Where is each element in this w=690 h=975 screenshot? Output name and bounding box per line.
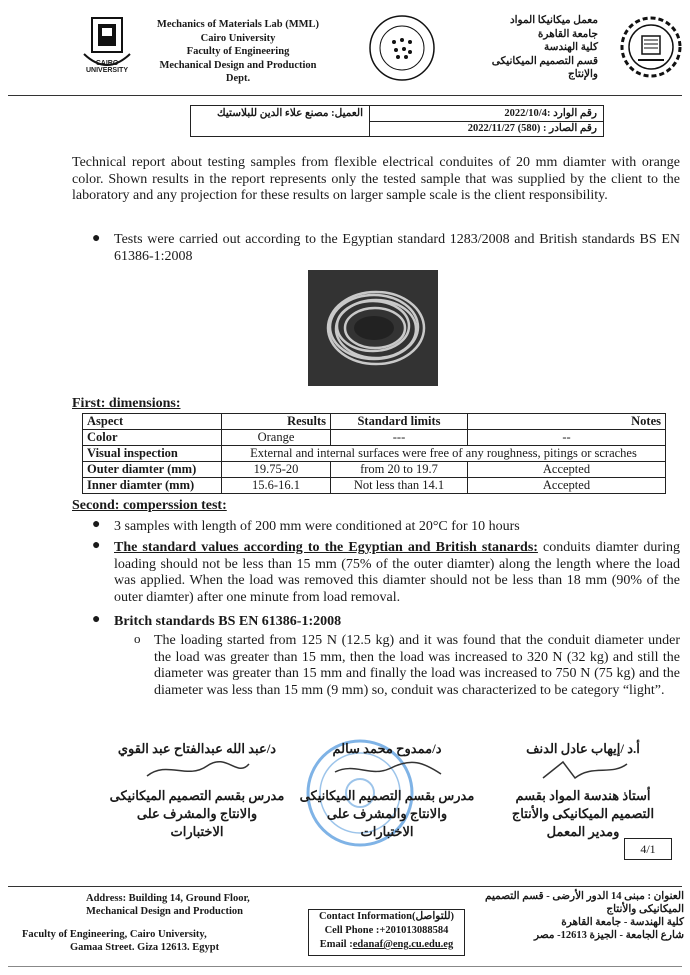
bottom-divider	[8, 966, 682, 967]
outgoing-number: رقم الصادر : (580) 2022/11/27	[467, 123, 597, 134]
limits-cell: from 20 to 19.7	[331, 462, 468, 478]
footer-divider	[8, 886, 682, 887]
aspect-cell: Outer diamter (mm)	[83, 462, 222, 478]
dimensions-heading: First: dimensions:	[72, 396, 181, 411]
signer-title: مدرس بقسم التصميم الميكانيكى	[299, 788, 475, 803]
table-header: Results	[222, 414, 331, 430]
contact-box	[308, 909, 465, 956]
incoming-number: رقم الوارد :2022/10/4	[504, 108, 597, 119]
contact-title: Contact Information(للتواصل)	[318, 911, 455, 922]
signer-name: أ.د /إيهاب عادل الدنف	[526, 741, 640, 756]
address-line: Faculty of Engineering, Cairo University,	[22, 929, 207, 940]
signer-title: التصميم الميكانيكى والأنتاج	[511, 806, 655, 821]
signer-title: ومدير المعمل	[546, 824, 620, 839]
page-number: 4/1	[624, 838, 672, 860]
conditioning-bullet: 3 samples with length of 200 mm were conditioned at 20°C for 10 hours	[114, 519, 520, 534]
loading-result-text: The loading started from 125 N (12.5 kg) and it was found that the conduit diameter under the load was greater than 15 mm, then the load was increased to 320 N (32 kg) and still the diameter was greater than 15 mm and finally the load was increased to 750 N (75 kg) and the diameter was less than 15 mm (9 mm) so, conduit was characterized to be category “light”.	[154, 633, 680, 698]
contact-email	[309, 938, 464, 952]
result-cell: Orange	[222, 430, 331, 446]
logo-left-text: CAIRO UNIVERSITY	[85, 60, 128, 74]
standard-values-bullet	[114, 540, 680, 606]
header-divider	[8, 95, 682, 96]
header-en-line: Mechanics of Materials Lab (MML)	[156, 19, 320, 30]
aspect-cell: Visual inspection	[83, 446, 222, 462]
circle-bullet-icon: o	[134, 631, 141, 646]
standards-bullet: Tests were carried out according to the Egyptian standard 1283/2008 and British standards BS EN 61386-1:2008	[114, 232, 680, 264]
mml-lab-seal-icon	[368, 14, 436, 82]
signature-right	[488, 740, 678, 841]
header-arabic	[448, 14, 598, 82]
standard-values-title: The standard values according to the Egyptian and British stanards:	[114, 540, 538, 555]
table-header: Notes	[468, 414, 666, 430]
email-label: Email :	[319, 939, 353, 950]
limits-cell: Not less than 14.1	[331, 478, 468, 494]
bullet-icon: ●	[92, 231, 101, 246]
header-en-line: Dept.	[225, 73, 251, 84]
header-ar-line: كلية الهندسة	[544, 42, 598, 53]
header-en-line: Faculty of Engineering	[186, 46, 290, 57]
arabic-address	[484, 890, 684, 942]
merged-result-cell: External and internal surfaces were free of any roughness, pitings or scraches	[222, 446, 666, 462]
table-row	[83, 478, 666, 494]
dimensions-table	[82, 413, 666, 494]
result-cell: 15.6-16.1	[222, 478, 331, 494]
limits-cell: ---	[331, 430, 468, 446]
signer-title: والانتاج والمشرف على	[326, 806, 448, 821]
signature-left	[92, 740, 302, 841]
notes-cell: --	[468, 430, 666, 446]
signer-name: د/عبد الله عبدالفتاح عبد القوي	[117, 741, 277, 756]
header-ar-line: والإنتاج	[567, 69, 598, 80]
bullet-icon: ●	[92, 612, 101, 627]
table-row	[83, 446, 666, 462]
sample-photo	[308, 270, 438, 386]
address-line: Gamaa Street. Giza 12613. Egypt	[70, 942, 220, 953]
signature-middle	[282, 740, 492, 841]
header-ar-line: قسم التصميم الميكانيكى	[491, 55, 598, 67]
ar-address-line: شارع الجامعة - الجيزة 12613- مصر	[533, 930, 684, 941]
compression-heading: Second: comperssion test:	[72, 498, 227, 513]
signer-title: والانتاج والمشرف على	[136, 806, 258, 821]
notes-cell: Accepted	[468, 478, 666, 494]
handwritten-signature-icon	[327, 758, 447, 782]
table-row	[83, 430, 666, 446]
header-en-line: Cairo University	[200, 32, 276, 44]
result-cell: 19.75-20	[222, 462, 331, 478]
table-header: Standard limits	[331, 414, 468, 430]
handwritten-signature-icon	[523, 758, 643, 782]
table-row	[83, 462, 666, 478]
aspect-cell: Inner diamter (mm)	[83, 478, 222, 494]
client-name: العميل: مصنع علاء الدين للبلاستيك	[217, 108, 363, 119]
table-header: Aspect	[83, 414, 222, 430]
faculty-gear-logo-icon	[620, 16, 682, 78]
reference-box	[190, 105, 604, 137]
british-standard-bullet: Britch standards BS EN 61386-1:2008	[114, 614, 342, 629]
header-en-line: Mechanical Design and Production	[159, 59, 317, 71]
bullet-icon: ●	[92, 517, 101, 532]
email-link[interactable]: edanaf@eng.cu.edu.eg	[352, 939, 454, 950]
signer-title: أستاذ هندسة المواد بقسم	[515, 788, 651, 803]
standard-values-text: conduits diamter during loading should not be less than 15 mm (75% of the outer diamter) along the length where the load was applied. When the load was removed this diamter should not be less than 18 mm (90% of the outer diamter) after one minute from load removal.	[114, 540, 680, 605]
header-ar-line: جامعة القاهرة	[537, 28, 598, 40]
signer-title: مدرس بقسم التصميم الميكانيكى	[109, 788, 285, 803]
signer-title: الاختبارات	[170, 824, 224, 839]
signer-name: د/ممدوح محمد سالم	[332, 741, 442, 756]
ar-address-line: الميكانيكى والأنتاج	[606, 904, 684, 915]
contact-phone: Cell Phone :+201013088584	[324, 925, 449, 936]
signer-title: الاختبارات	[360, 824, 414, 839]
header-ar-line: معمل ميكانيكا المواد	[509, 15, 598, 26]
bullet-icon: ●	[92, 538, 101, 553]
notes-cell: Accepted	[468, 462, 666, 478]
ar-address-line: كلية الهندسة - جامعة القاهرة	[561, 917, 684, 928]
handwritten-signature-icon	[137, 758, 257, 782]
address-line: Address: Building 14, Ground Floor,	[86, 893, 250, 904]
intro-paragraph: Technical report about testing samples from flexible electrical conduites of 20 mm diamter with orange color. Shown results in the report represents only the tested sample that was supplied by the client to the laboratory and any projection for these results on larger sample scale is the client responsibility.	[72, 155, 680, 203]
aspect-cell: Color	[83, 430, 222, 446]
table-header-row	[83, 414, 666, 430]
ar-address-line: العنوان : مبنى 14 الدور الأرضى - قسم التصميم	[484, 891, 684, 902]
header-english	[118, 18, 358, 86]
address-line: Mechanical Design and Production	[86, 906, 244, 917]
